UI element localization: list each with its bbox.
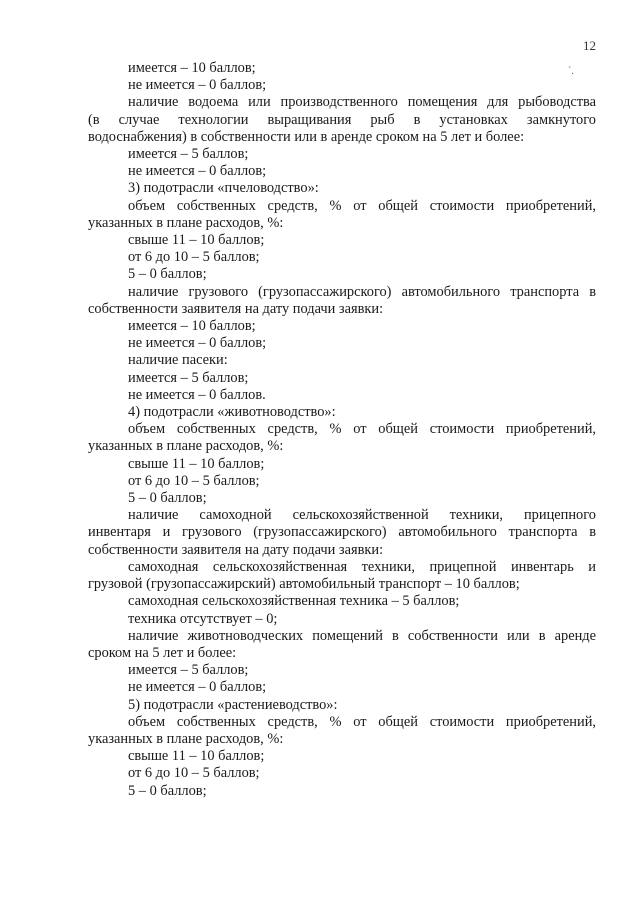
section-heading: 4) подотрасли «животноводство»: xyxy=(128,404,336,421)
text-line: объем собственных средств, % от общей стоимости приобретений, xyxy=(128,713,596,730)
text-line: самоходная сельскохозяйственная техники, прицепной инвентарь и xyxy=(128,558,596,575)
text-line: свыше 11 – 10 баллов; xyxy=(128,232,265,249)
text-line: объем собственных средств, % от общей стоимости приобретений, xyxy=(128,197,596,214)
text-line: не имеется – 0 баллов; xyxy=(128,77,267,94)
text-line: собственности заявителя на дату подачи заявки: xyxy=(88,541,384,558)
text-line: от 6 до 10 – 5 баллов; xyxy=(128,765,260,782)
text-line: водоснабжения) в собственности или в аренде сроком на 5 лет и более: xyxy=(88,128,525,145)
text-line: 5 – 0 баллов; xyxy=(128,266,207,283)
text-line: имеется – 5 баллов; xyxy=(128,369,249,386)
text-line: наличие пасеки: xyxy=(128,352,228,369)
text-line: свыше 11 – 10 баллов; xyxy=(128,748,265,765)
text-line: указанных в плане расходов, %: xyxy=(88,214,284,231)
text-line: от 6 до 10 – 5 баллов; xyxy=(128,472,260,489)
section-heading: 5) подотрасли «растениеводство»: xyxy=(128,696,338,713)
text-line: сроком на 5 лет и более: xyxy=(88,644,237,661)
text-line: имеется – 10 баллов; xyxy=(128,318,256,335)
text-line: собственности заявителя на дату подачи заявки: xyxy=(88,300,384,317)
page-number: 12 xyxy=(583,38,596,53)
text-line: не имеется – 0 баллов; xyxy=(128,679,267,696)
text-line: наличие животноводческих помещений в собственности или в аренде xyxy=(128,627,596,644)
text-line: не имеется – 0 баллов; xyxy=(128,335,267,352)
text-line: наличие водоема или производственного помещения для рыбоводства xyxy=(128,94,596,111)
text-line: техника отсутствует – 0; xyxy=(128,610,278,627)
section-heading: 3) подотрасли «пчеловодство»: xyxy=(128,180,319,197)
text-line: инвентаря и грузового (грузопассажирского) автомобильного транспорта в xyxy=(88,524,596,541)
text-line: 5 – 0 баллов; xyxy=(128,782,207,799)
text-line: от 6 до 10 – 5 баллов; xyxy=(128,249,260,266)
document-body xyxy=(88,60,596,800)
scan-mark: `. xyxy=(568,66,574,77)
text-line: (в случае технологии выращивания рыб в установках замкнутого xyxy=(88,111,596,128)
text-line: грузовой (грузопассажирский) автомобильный транспорт – 10 баллов; xyxy=(88,576,520,593)
text-line: 5 – 0 баллов; xyxy=(128,490,207,507)
text-line: наличие самоходной сельскохозяйственной техники, прицепного xyxy=(128,507,596,524)
text-line: указанных в плане расходов, %: xyxy=(88,438,284,455)
text-line: наличие грузового (грузопассажирского) автомобильного транспорта в xyxy=(128,283,596,300)
text-line: не имеется – 0 баллов; xyxy=(128,163,267,180)
text-line: самоходная сельскохозяйственная техника – 5 баллов; xyxy=(128,593,460,610)
text-line: имеется – 5 баллов; xyxy=(128,662,249,679)
text-line: не имеется – 0 баллов. xyxy=(128,386,266,403)
text-line: указанных в плане расходов, %: xyxy=(88,730,284,747)
text-line: имеется – 10 баллов; xyxy=(128,60,256,76)
text-line: имеется – 5 баллов; xyxy=(128,146,249,163)
text-line: объем собственных средств, % от общей стоимости приобретений, xyxy=(128,421,596,438)
text-line: свыше 11 – 10 баллов; xyxy=(128,455,265,472)
